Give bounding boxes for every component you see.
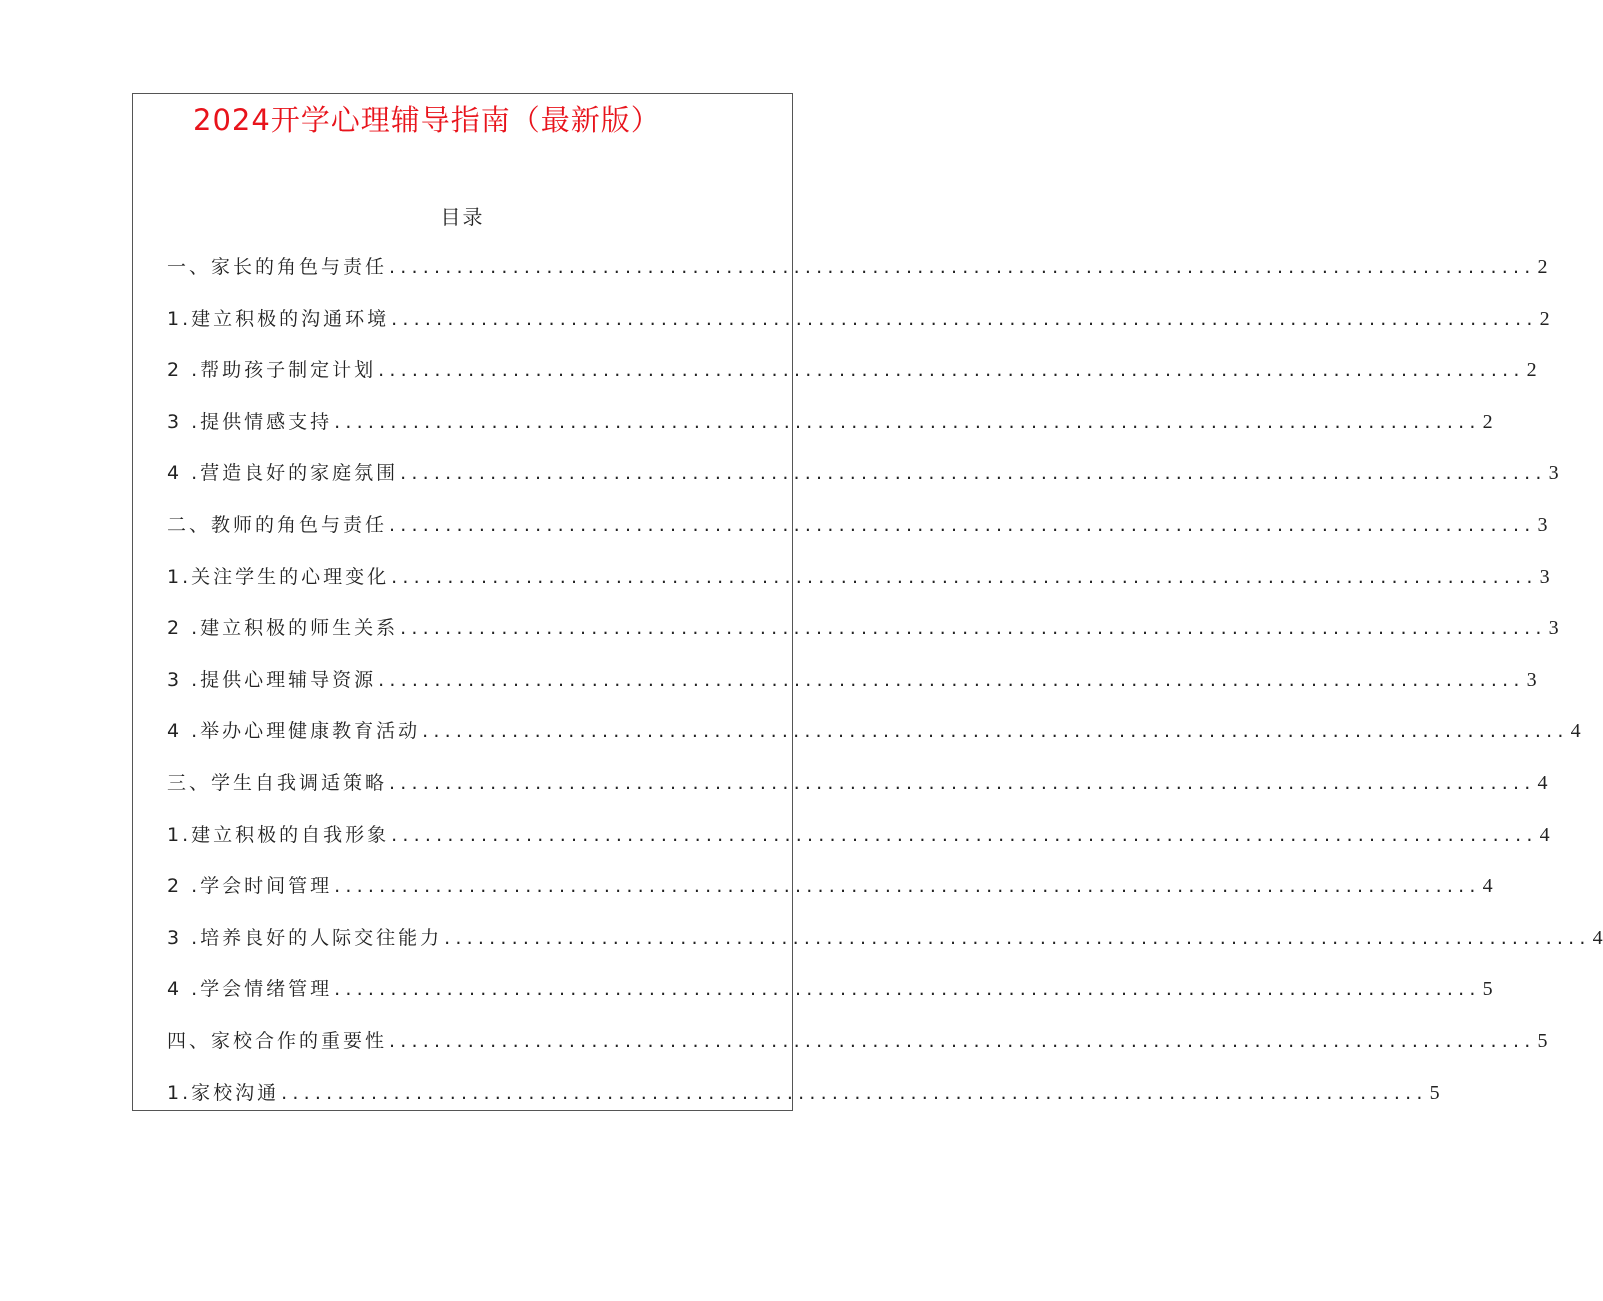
toc-page-number: 5	[1482, 978, 1493, 1001]
toc-page-number: 3	[1539, 565, 1550, 588]
toc-dot-leader: ......................................................................................................	[389, 513, 1536, 536]
toc-entry[interactable]	[167, 355, 1537, 407]
toc-page-number: 3	[1537, 513, 1548, 536]
toc-entry-text: 1.家校沟通	[167, 1081, 280, 1104]
toc-entry[interactable]	[167, 510, 1548, 562]
toc-entry-text: 3 .提供心理辅导资源	[167, 668, 377, 691]
toc-page-number: 3	[1548, 617, 1559, 640]
toc-entry-text: 1.建立积极的自我形象	[167, 823, 390, 846]
toc-page-number: 4	[1570, 720, 1581, 743]
document-title: 2024开学心理辅导指南（最新版）	[193, 103, 661, 137]
toc-page-number: 3	[1548, 462, 1559, 485]
toc-page-number: 5	[1429, 1081, 1440, 1104]
toc-page-number: 5	[1537, 1029, 1548, 1052]
toc-dot-leader: ......................................................................................................	[378, 668, 1525, 691]
toc-page-number: 2	[1537, 256, 1548, 278]
toc-dot-leader: ......................................................................................................	[391, 307, 1538, 330]
toc-entry[interactable]	[167, 562, 1550, 614]
toc-entry-text: 三、学生自我调适策略	[167, 771, 388, 794]
toc-entry-text: 4 .举办心理健康教育活动	[167, 720, 421, 743]
table-of-contents	[167, 252, 1603, 1129]
toc-entry[interactable]	[167, 613, 1559, 665]
toc-page-number: 4	[1539, 823, 1550, 846]
toc-entry-text: 3 .培养良好的人际交往能力	[167, 926, 443, 949]
toc-entry-text: 2 .帮助孩子制定计划	[167, 359, 377, 382]
toc-heading: 目录	[440, 205, 485, 229]
toc-entry-text: 一、家长的角色与责任	[167, 256, 388, 278]
toc-dot-leader: ......................................................................................................	[391, 565, 1538, 588]
toc-dot-leader: ......................................................................................................	[334, 875, 1481, 898]
toc-page-number: 3	[1526, 668, 1537, 691]
toc-dot-leader: ......................................................................................................	[400, 617, 1547, 640]
toc-dot-leader: ......................................................................................................	[389, 771, 1536, 794]
document-frame	[132, 93, 1603, 1111]
toc-dot-leader: ......................................................................................................	[391, 823, 1538, 846]
toc-entry[interactable]	[167, 304, 1550, 356]
toc-entry[interactable]	[167, 768, 1548, 820]
toc-page-number: 2	[1482, 410, 1493, 433]
toc-entry[interactable]	[167, 716, 1581, 768]
toc-dot-leader: ......................................................................................................	[281, 1081, 1428, 1104]
toc-entry[interactable]	[167, 665, 1537, 717]
toc-dot-leader: ......................................................................................................	[334, 410, 1481, 433]
toc-entry[interactable]	[167, 407, 1493, 459]
toc-page-number: 4	[1537, 771, 1548, 794]
toc-entry[interactable]	[167, 252, 1548, 304]
toc-entry[interactable]	[167, 458, 1559, 510]
toc-entry-text: 4 .营造良好的家庭氛围	[167, 462, 399, 485]
toc-dot-leader: ......................................................................................................	[400, 462, 1547, 485]
toc-dot-leader: ......................................................................................................	[444, 926, 1591, 949]
toc-entry-text: 四、家校合作的重要性	[167, 1029, 388, 1052]
toc-dot-leader: ......................................................................................................	[389, 256, 1536, 278]
toc-entry-text: 4 .学会情绪管理	[167, 978, 333, 1001]
toc-dot-leader: ......................................................................................................	[378, 359, 1525, 382]
toc-dot-leader: ......................................................................................................	[422, 720, 1569, 743]
toc-entry[interactable]	[167, 820, 1550, 872]
toc-page-number: 2	[1539, 307, 1550, 330]
toc-page-number: 4	[1592, 926, 1603, 949]
toc-page-number: 2	[1526, 359, 1537, 382]
toc-entry[interactable]	[167, 1078, 1440, 1130]
toc-entry-text: 2 .建立积极的师生关系	[167, 617, 399, 640]
toc-entry-text: 1.建立积极的沟通环境	[167, 307, 390, 330]
toc-entry-text: 二、教师的角色与责任	[167, 513, 388, 536]
toc-dot-leader: ......................................................................................................	[334, 978, 1481, 1001]
toc-entry-text: 2 .学会时间管理	[167, 875, 333, 898]
toc-entry[interactable]	[167, 923, 1603, 975]
toc-entry-text: 3 .提供情感支持	[167, 410, 333, 433]
toc-dot-leader: ......................................................................................................	[389, 1029, 1536, 1052]
toc-entry[interactable]	[167, 1026, 1548, 1078]
toc-entry[interactable]	[167, 974, 1493, 1026]
toc-entry-text: 1.关注学生的心理变化	[167, 565, 390, 588]
toc-entry[interactable]	[167, 871, 1493, 923]
toc-page-number: 4	[1482, 875, 1493, 898]
